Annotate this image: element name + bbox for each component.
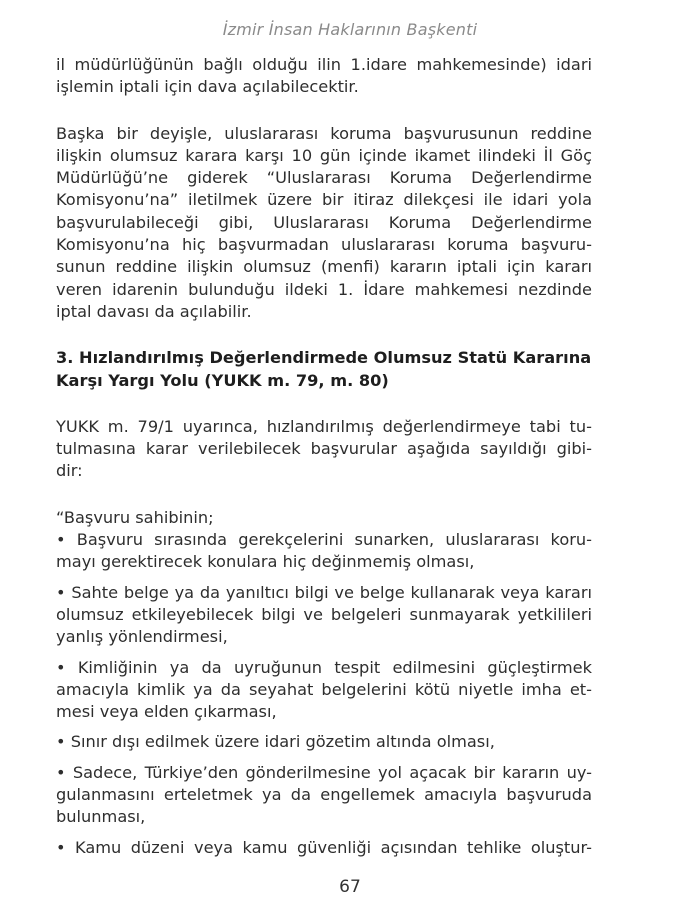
paragraph-2 (56, 123, 592, 324)
heading-line: Karşı Yargı Yolu (YUKK m. 79, m. 80) (56, 370, 389, 390)
text-line: olumsuz etkileyebilecek bilgi ve belgeleri sunmayarak yetkilileri (56, 604, 592, 624)
text-line: • Sadece, Türkiye’den gönderilmesine yol açacak bir kararın uy- (56, 762, 592, 782)
text-line: başvurulabileceği gibi, Uluslararası Koruma Değerlendirme (56, 212, 592, 232)
bullet-item-3 (56, 657, 592, 724)
text-line: Komisyonu’na hiç başvurmadan uluslararası koruma başvuru- (56, 235, 592, 255)
text-line: ilişkin olumsuz karara karşı 10 gün içinde ikamet ilindeki İl Göç (56, 145, 592, 165)
text-line: il müdürlüğünün bağlı olduğu ilin 1.idare mahkemesinde) idari (56, 55, 592, 74)
text-line: yanlış yönlendirmesi, (56, 627, 228, 647)
text-line: • Sahte belge ya da yanıltıcı bilgi ve belge kullanarak veya kararı (56, 582, 592, 602)
text-line: Başka bir deyişle, uluslararası koruma başvurusunun reddine (56, 123, 592, 143)
text-line: bulunması, (56, 807, 146, 827)
quote-intro (56, 507, 592, 529)
text-line: Müdürlüğü’ne giderek “Uluslararası Koruma Değerlendirme (56, 168, 592, 188)
heading-line: 3. Hızlandırılmış Değerlendirmede Olumsuz Statü Kararına (56, 348, 592, 368)
paragraph-1 (56, 54, 592, 99)
paragraph-3 (56, 416, 592, 483)
bullet-item-2 (56, 582, 592, 649)
section-heading (56, 347, 592, 392)
running-header: İzmir İnsan Haklarının Başkenti (222, 20, 478, 39)
bullet-item-6 (56, 837, 592, 859)
bullet-item-4 (56, 731, 592, 753)
text-line: veren idarenin bulunduğu ildeki 1. İdare mahkemesi nezdinde (56, 279, 592, 299)
text-line: • Kimliğinin ya da uyruğunun tespit edilmesini güçleştirmek (56, 657, 592, 677)
text-line: Komisyonu’na” iletilmek üzere bir itiraz dilekçesi ile idari yola (56, 190, 592, 210)
text-line: tulmasına karar verilebilecek başvurular aşağıda sayıldığı gibi- (56, 439, 592, 459)
text-line: • Kamu düzeni veya kamu güvenliği açısından tehlike oluştur- (56, 837, 592, 857)
page-number: 67 (339, 877, 361, 897)
text-line: YUKK m. 79/1 uyarınca, hızlandırılmış değerlendirmeye tabi tu- (56, 416, 592, 436)
text-line: gulanmasını erteletmek ya da engellemek amacıyla başvuruda (56, 785, 592, 805)
text-line: iptal davası da açılabilir. (56, 301, 252, 321)
text-line: dir: (56, 461, 83, 481)
text-line: “Başvuru sahibinin; (56, 507, 214, 527)
text-line: işlemin iptali için dava açılabilecektir. (56, 77, 359, 97)
page-body (56, 54, 592, 859)
text-line: • Başvuru sırasında gerekçelerini sunarken, uluslararası koru- (56, 530, 592, 550)
text-line: amacıyla kimlik ya da seyahat belgelerini kötü niyetle imha et- (56, 679, 592, 699)
text-line: mesi veya elden çıkarması, (56, 702, 277, 722)
text-line: sunun reddine ilişkin olumsuz (menfi) kararın iptali için kararı (56, 257, 592, 277)
bullet-item-5 (56, 762, 592, 829)
text-line: • Sınır dışı edilmek üzere idari gözetim altında olması, (56, 732, 495, 752)
bullet-item-1 (56, 529, 592, 574)
text-line: mayı gerektirecek konulara hiç değinmemiş olması, (56, 552, 475, 572)
